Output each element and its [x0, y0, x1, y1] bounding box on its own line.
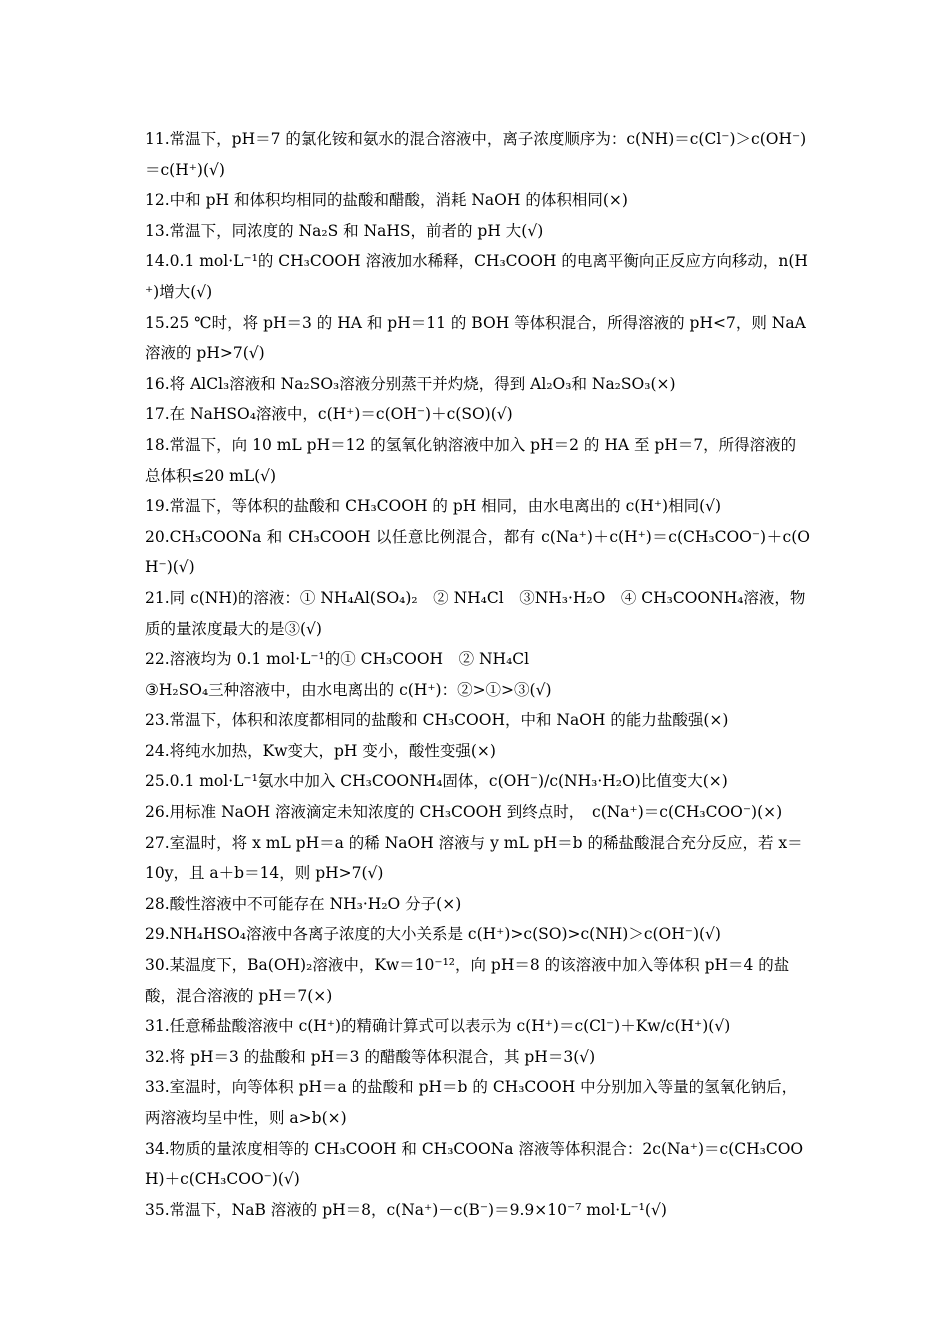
- statement-22-line-1: 22.溶液均为 0.1 mol·L⁻¹的① CH₃COOH ② NH₄Cl: [145, 650, 530, 669]
- statement-15: 15.25 ℃时，将 pH＝3 的 HA 和 pH＝11 的 BOH 等体积混合，所得溶液的 pH<7，则 NaA 溶液的 pH>7(√): [145, 313, 806, 363]
- statement-28: 28.酸性溶液中不可能存在 NH₃·H₂O 分子(×): [145, 894, 462, 913]
- statement-25: 25.0.1 mol·L⁻¹氨水中加入 CH₃COONH₄固体，c(OH⁻)/c(NH₃·H₂O)比值变大(×): [145, 772, 728, 791]
- statement-11: 11.常温下，pH＝7 的氯化铵和氨水的混合溶液中，离子浓度顺序为：c(NH)＝c(Cl⁻)＞c(OH⁻)＝c(H⁺)(√): [145, 130, 807, 179]
- statement-18: 18.常温下，向 10 mL pH＝12 的氢氧化钠溶液中加入 pH＝2 的 HA 至 pH＝7，所得溶液的总体积≤20 mL(√): [145, 435, 797, 485]
- statement-31: 31.任意稀盐酸溶液中 c(H⁺)的精确计算式可以表示为 c(H⁺)＝c(Cl⁻)＋Kw/c(H⁺)(√): [145, 1017, 731, 1036]
- statement-22-line-2: ③H₂SO₄三种溶液中，由水电离出的 c(H⁺)：②>①>③(√): [145, 680, 552, 699]
- statement-32: 32.将 pH＝3 的盐酸和 pH＝3 的醋酸等体积混合，其 pH＝3(√): [145, 1047, 596, 1066]
- statement-27: 27.室温时，将 x mL pH＝a 的稀 NaOH 溶液与 y mL pH＝b 的稀盐酸混合充分反应，若 x＝10y，且 a＋b＝14，则 pH>7(√): [145, 833, 803, 883]
- statement-35: 35.常温下，NaB 溶液的 pH＝8，c(Na⁺)－c(B⁻)＝9.9×10⁻⁷ mol·L⁻¹(√): [145, 1200, 667, 1219]
- statement-24: 24.将纯水加热，Kw变大，pH 变小，酸性变强(×): [145, 741, 496, 760]
- statement-29: 29.NH₄HSO₄溶液中各离子浓度的大小关系是 c(H⁺)>c(SO)>c(NH)＞c(OH⁻)(√): [145, 925, 721, 944]
- statement-33: 33.室温时，向等体积 pH＝a 的盐酸和 pH＝b 的 CH₃COOH 中分别加入等量的氢氧化钠后，两溶液均呈中性，则 a>b(×): [145, 1078, 798, 1127]
- statement-26: 26.用标准 NaOH 溶液滴定未知浓度的 CH₃COOH 到终点时， c(Na⁺)＝c(CH₃COO⁻)(×): [145, 803, 783, 822]
- statement-21: 21.同 c(NH)的溶液：① NH₄Al(SO₄)₂ ② NH₄Cl ③NH₃·H₂O ④ CH₃COONH₄溶液，物质的量浓度最大的是③(√): [145, 588, 806, 638]
- statement-20: 20.CH₃COONa 和 CH₃COOH 以任意比例混合，都有 c(Na⁺)＋c(H⁺)＝c(CH₃COO⁻)＋c(OH⁻)(√): [145, 527, 810, 577]
- statement-34: 34.物质的量浓度相等的 CH₃COOH 和 CH₃COONa 溶液等体积混合：2c(Na⁺)＝c(CH₃COOH)＋c(CH₃COO⁻)(√): [145, 1139, 804, 1189]
- statement-19: 19.常温下，等体积的盐酸和 CH₃COOH 的 pH 相同，由水电离出的 c(H⁺)相同(√): [145, 497, 722, 516]
- statement-30: 30.某温度下，Ba(OH)₂溶液中，Kw＝10⁻¹²，向 pH＝8 的该溶液中加入等体积 pH＝4 的盐酸，混合溶液的 pH＝7(×): [145, 956, 790, 1005]
- statement-23: 23.常温下，体积和浓度都相同的盐酸和 CH₃COOH，中和 NaOH 的能力盐酸强(×): [145, 711, 729, 730]
- statement-17: 17.在 NaHSO₄溶液中，c(H⁺)＝c(OH⁻)＋c(SO)(√): [145, 405, 513, 424]
- statement-16: 16.将 AlCl₃溶液和 Na₂SO₃溶液分别蒸干并灼烧，得到 Al₂O₃和 Na₂SO₃(×): [145, 374, 676, 393]
- statement-12: 12.中和 pH 和体积均相同的盐酸和醋酸，消耗 NaOH 的体积相同(×): [145, 191, 628, 210]
- statement-13: 13.常温下，同浓度的 Na₂S 和 NaHS，前者的 pH 大(√): [145, 221, 544, 240]
- statement-14: 14.0.1 mol·L⁻¹的 CH₃COOH 溶液加水稀释，CH₃COOH 的电离平衡向正反应方向移动，n(H⁺)增大(√): [145, 252, 808, 301]
